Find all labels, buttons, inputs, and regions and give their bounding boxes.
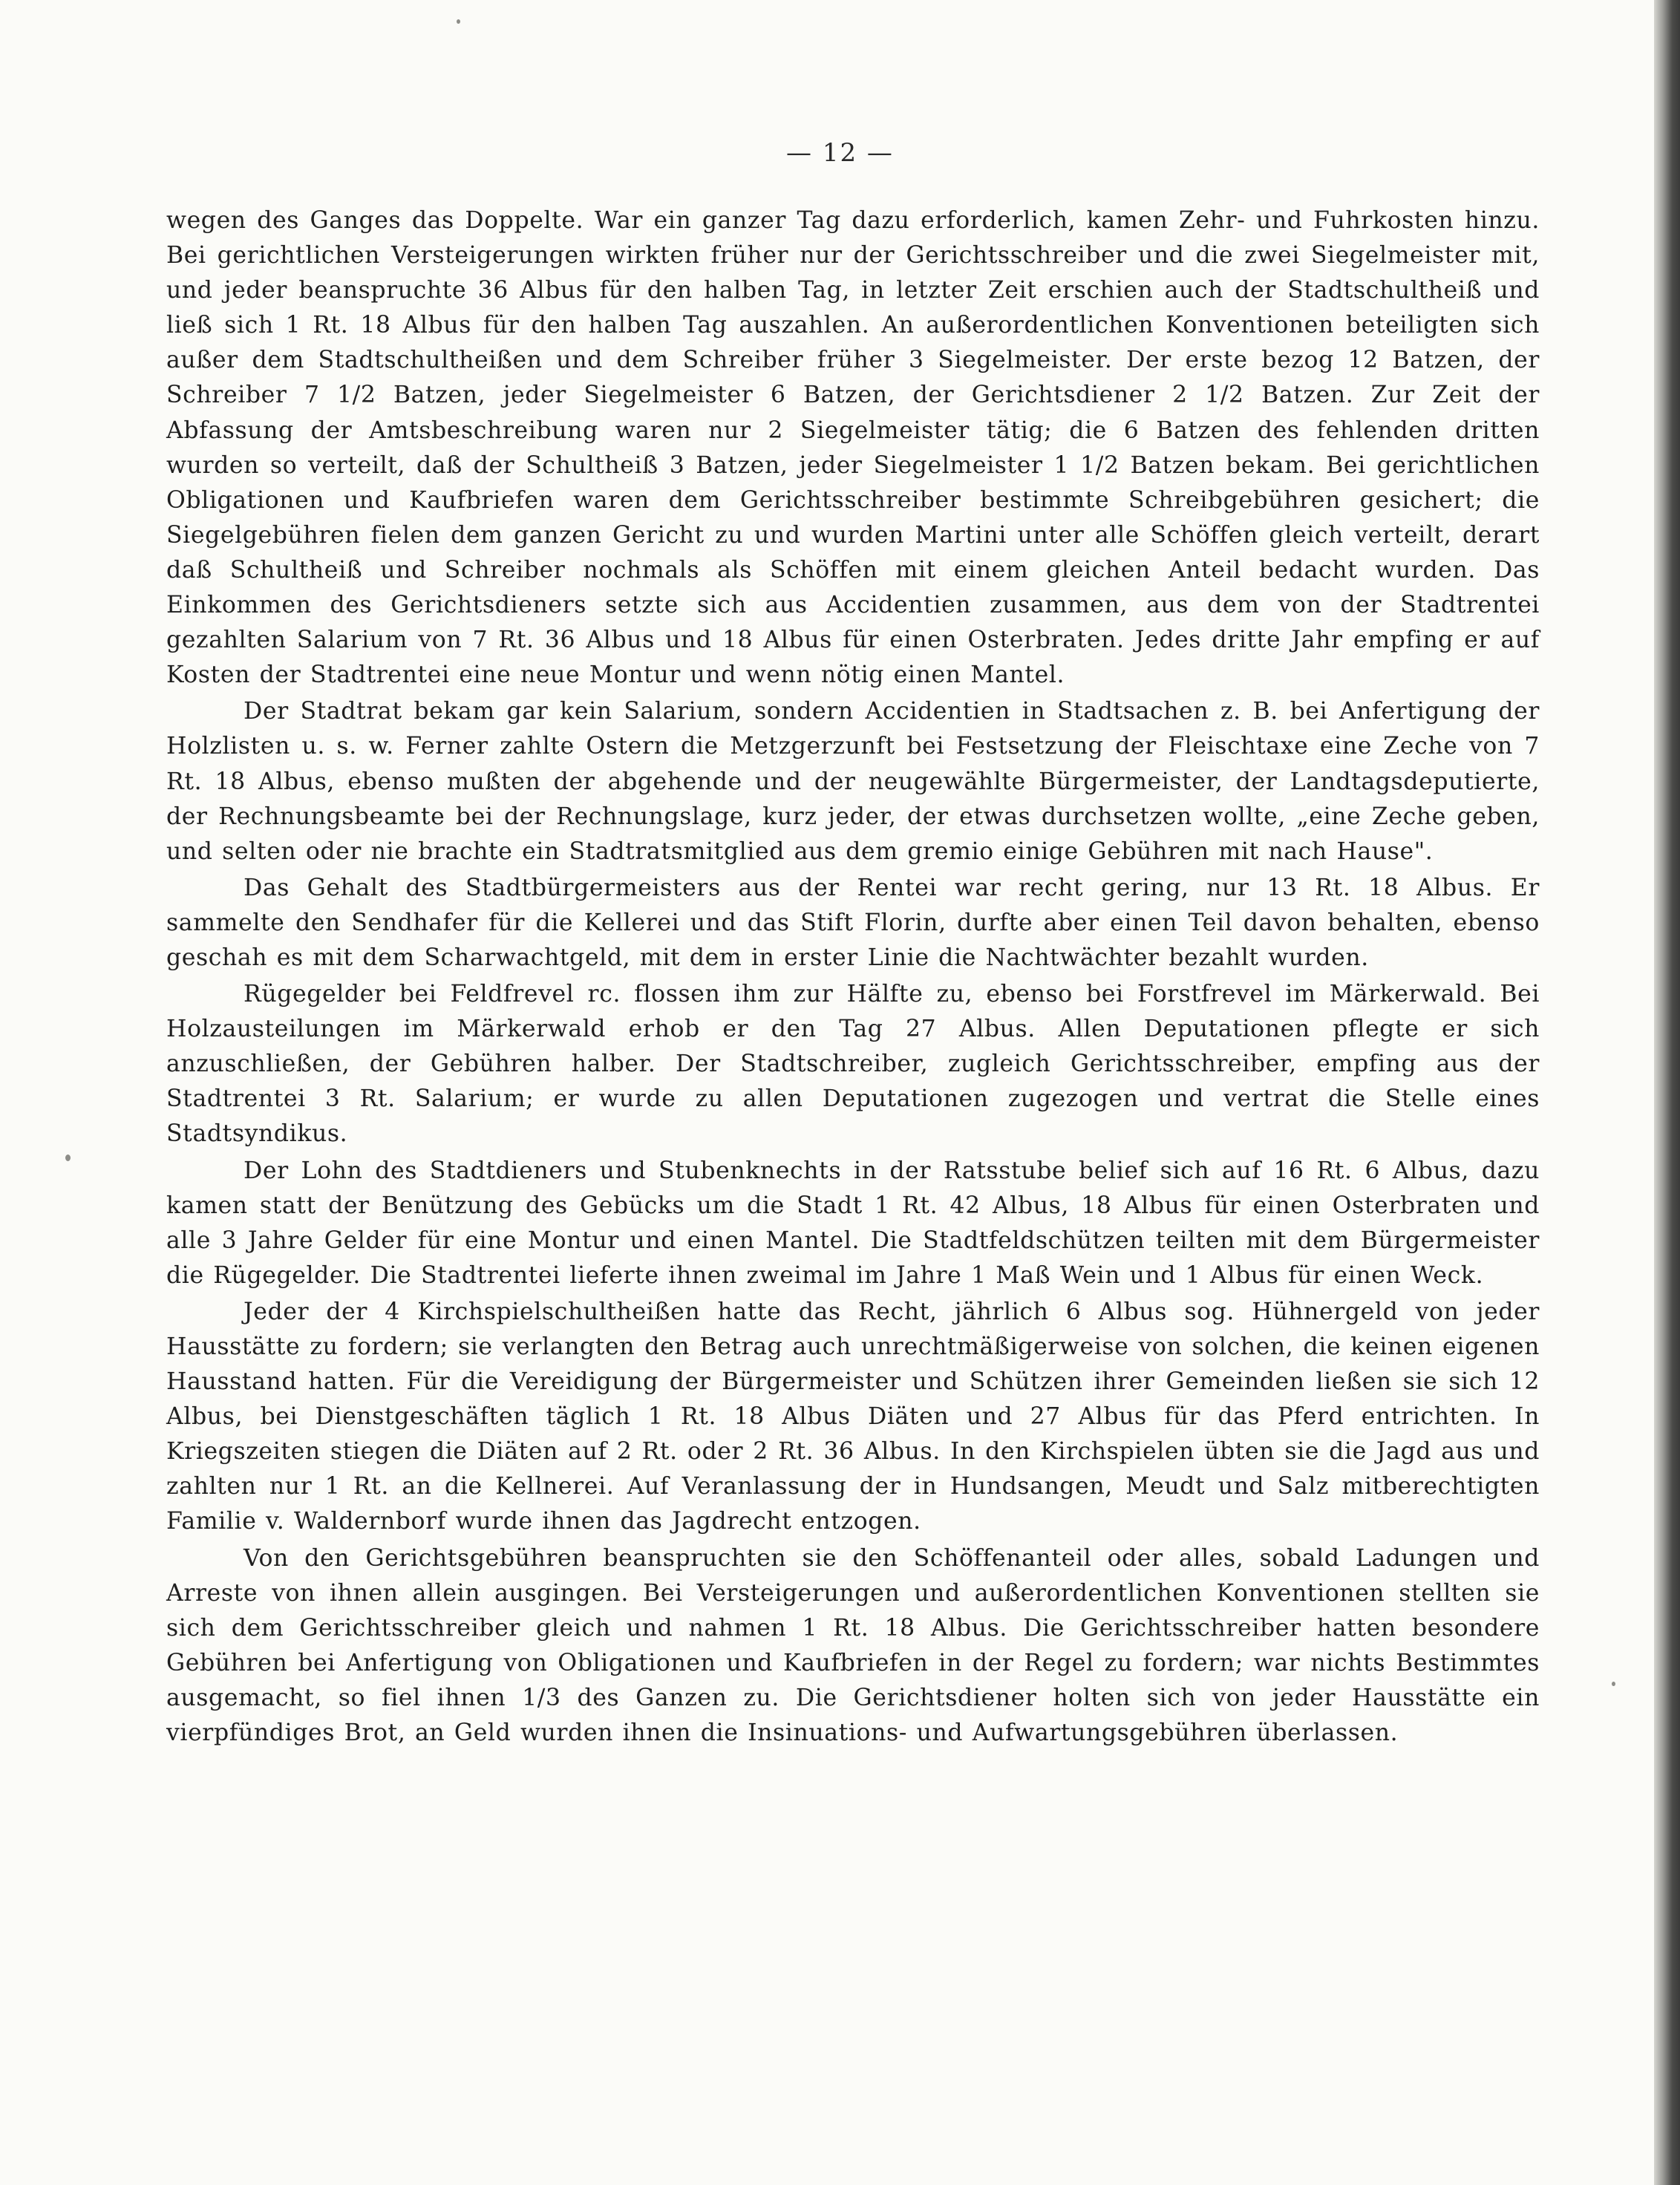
scan-speck bbox=[457, 19, 460, 24]
paragraph-5: Der Lohn des Stadtdieners und Stubenknechts in der Ratsstube belief sich auf 16 Rt. 6 Albus, dazu kamen statt der Benützung des Gebücks um die Stadt 1 Rt. 42 Albus, 18 Albus für einen Osterbraten und alle 3 Jahre Gelder für eine Montur und einen Mantel. Die Stadtfeldschützen teilten mit dem Bürgermeister die Rügegelder. Die Stadtrentei lieferte ihnen zweimal im Jahre 1 Maß Wein und 1 Albus für einen Weck. bbox=[166, 1157, 1540, 1289]
paragraph-2: Der Stadtrat bekam gar kein Salarium, sondern Accidentien in Stadtsachen z. B. bei Anfertigung der Holzlisten u. s. w. Ferner zahlte Ostern die Metzgerzunft bei Festsetzung der Fleischtaxe eine Zeche von 7 Rt. 18 Albus, ebenso mußten der abgehende und der neugewählte Bürgermeister, der Landtagsdeputierte, der Rechnungsbeamte bei der Rechnungslage, kurz jeder, der etwas durchsetzen wollte, „eine Zeche geben, und selten oder nie brachte ein Stadtratsmitglied aus dem gremio einige Gebühren mit nach Hause". bbox=[166, 698, 1540, 865]
scan-speck bbox=[1612, 1682, 1615, 1686]
paragraph-1: wegen des Ganges das Doppelte. War ein ganzer Tag dazu erforderlich, kamen Zehr- und Fuhrkosten hinzu. Bei gerichtlichen Versteigerungen wirkten früher nur der Gerichtsschreiber und die zwei Siegelmeister mit, und jeder beanspruchte 36 Albus für den halben Tag, in letzter Zeit erschien auch der Stadtschultheiß und ließ sich 1 Rt. 18 Albus für den halben Tag auszahlen. An außerordentlichen Konventionen beteiligten sich außer dem Stadtschultheißen und dem Schreiber früher 3 Siegelmeister. Der erste bezog 12 Batzen, der Schreiber 7 1/2 Batzen, jeder Siegelmeister 6 Batzen, der Gerichtsdiener 2 1/2 Batzen. Zur Zeit der Abfassung der Amtsbeschreibung waren nur 2 Siegelmeister tätig; die 6 Batzen des fehlenden dritten wurden so verteilt, daß der Schultheiß 3 Batzen, jeder Siegelmeister 1 1/2 Batzen bekam. Bei gerichtlichen Obligationen und Kaufbriefen waren dem Gerichtsschreiber bestimmte Schreibgebühren gesichert; die Siegelgebühren fielen dem ganzen Gericht zu und wurden Martini unter alle Schöffen gleich verteilt, derart daß Schultheiß und Schreiber nochmals als Schöffen mit einem gleichen Anteil bedacht wurden. Das Einkommen des Gerichtsdieners setzte sich aus Accidentien zusammen, aus dem von der Stadtrentei gezahlten Salarium von 7 Rt. 36 Albus und 18 Albus für einen Osterbraten. Jedes dritte Jahr empfing er auf Kosten der Stadtrentei eine neue Montur und wenn nötig einen Mantel. bbox=[166, 207, 1540, 689]
page-edge-shadow bbox=[1654, 0, 1680, 2185]
page-number: — 12 — bbox=[786, 138, 894, 168]
scan-speck bbox=[65, 1154, 71, 1161]
body-text bbox=[166, 203, 1540, 1751]
paragraph-3: Das Gehalt des Stadtbürgermeisters aus der Rentei war recht gering, nur 13 Rt. 18 Albus. Er sammelte den Sendhafer für die Kellerei und das Stift Florin, durfte aber einen Teil davon behalten, ebenso geschah es mit dem Scharwachtgeld, mit dem in erster Linie die Nachtwächter bezahlt wurden. bbox=[166, 874, 1540, 971]
paragraph-6: Jeder der 4 Kirchspielschultheißen hatte das Recht, jährlich 6 Albus sog. Hühnergeld von jeder Hausstätte zu fordern; sie verlangten den Betrag auch unrechtmäßigerweise von solchen, die keinen eigenen Hausstand hatten. Für die Vereidigung der Bürgermeister und Schützen ihrer Gemeinden ließen sie sich 12 Albus, bei Dienstgeschäften täglich 1 Rt. 18 Albus Diäten und 27 Albus für das Pferd entrichten. In Kriegszeiten stiegen die Diäten auf 2 Rt. oder 2 Rt. 36 Albus. In den Kirchspielen übten sie die Jagd aus und zahlten nur 1 Rt. an die Kellnerei. Auf Veranlassung der in Hundsangen, Meudt und Salz mitberechtigten Familie v. Waldernborf wurde ihnen das Jagdrecht entzogen. bbox=[166, 1298, 1540, 1535]
paragraph-4: Rügegelder bei Feldfrevel rc. flossen ihm zur Hälfte zu, ebenso bei Forstfrevel im Märkerwald. Bei Holzausteilungen im Märkerwald erhob er den Tag 27 Albus. Allen Deputationen pflegte er sich anzuschließen, der Gebühren halber. Der Stadtschreiber, zugleich Gerichtsschreiber, empfing aus der Stadtrentei 3 Rt. Salarium; er wurde zu allen Deputationen zugezogen und vertrat die Stelle eines Stadtsyndikus. bbox=[166, 981, 1540, 1148]
paragraph-7: Von den Gerichtsgebühren beanspruchten sie den Schöffenanteil oder alles, sobald Ladungen und Arreste von ihnen allein ausgingen. Bei Versteigerungen und außerordentlichen Konventionen stellten sie sich dem Gerichtsschreiber gleich und nahmen 1 Rt. 18 Albus. Die Gerichtsschreiber hatten besondere Gebühren bei Anfertigung von Obligationen und Kaufbriefen in der Regel zu fordern; war nichts Bestimmtes ausgemacht, so fiel ihnen 1/3 des Ganzen zu. Die Gerichtsdiener holten sich von jeder Hausstätte ein vierpfündiges Brot, an Geld wurden ihnen die Insinuations- und Aufwartungsgebühren überlassen. bbox=[166, 1544, 1540, 1747]
